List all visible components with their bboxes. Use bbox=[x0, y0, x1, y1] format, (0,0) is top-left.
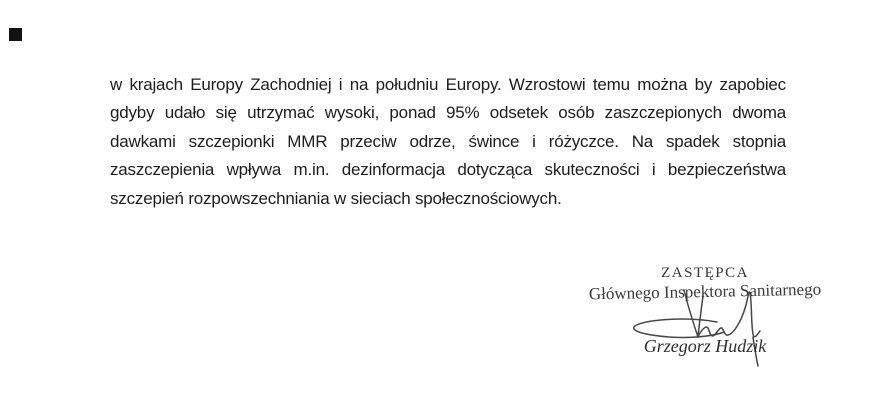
handwritten-signature-icon bbox=[613, 276, 803, 376]
letter-body-paragraph bbox=[110, 71, 786, 213]
paragraph-line: w krajach Europy Zachodniej i na południu Europy. Wzrostowi temu można by zapobiec bbox=[110, 75, 786, 94]
signatory-role-subtitle: Głównego Inspektora Sanitarnego bbox=[588, 279, 822, 304]
paragraph-line: gdyby udało się utrzymać wysoki, ponad 95% odsetek osób zaszczepionych dwoma bbox=[110, 103, 786, 123]
signatory-role-title: ZASTĘPCA bbox=[661, 265, 749, 281]
scan-artifact-square bbox=[9, 28, 22, 41]
signatory-name: Grzegorz Hudzik bbox=[643, 336, 767, 356]
paragraph-line: dawkami szczepionki MMR przeciw odrze, śwince i różyczce. Na spadek stopnia bbox=[110, 131, 786, 151]
paragraph-line: zaszczepienia wpływa m.in. dezinformacja dotycząca skuteczności i bezpieczeństwa bbox=[110, 160, 786, 180]
paragraph-line: szczepień rozpowszechniania w sieciach społecznościowych. bbox=[110, 188, 562, 208]
